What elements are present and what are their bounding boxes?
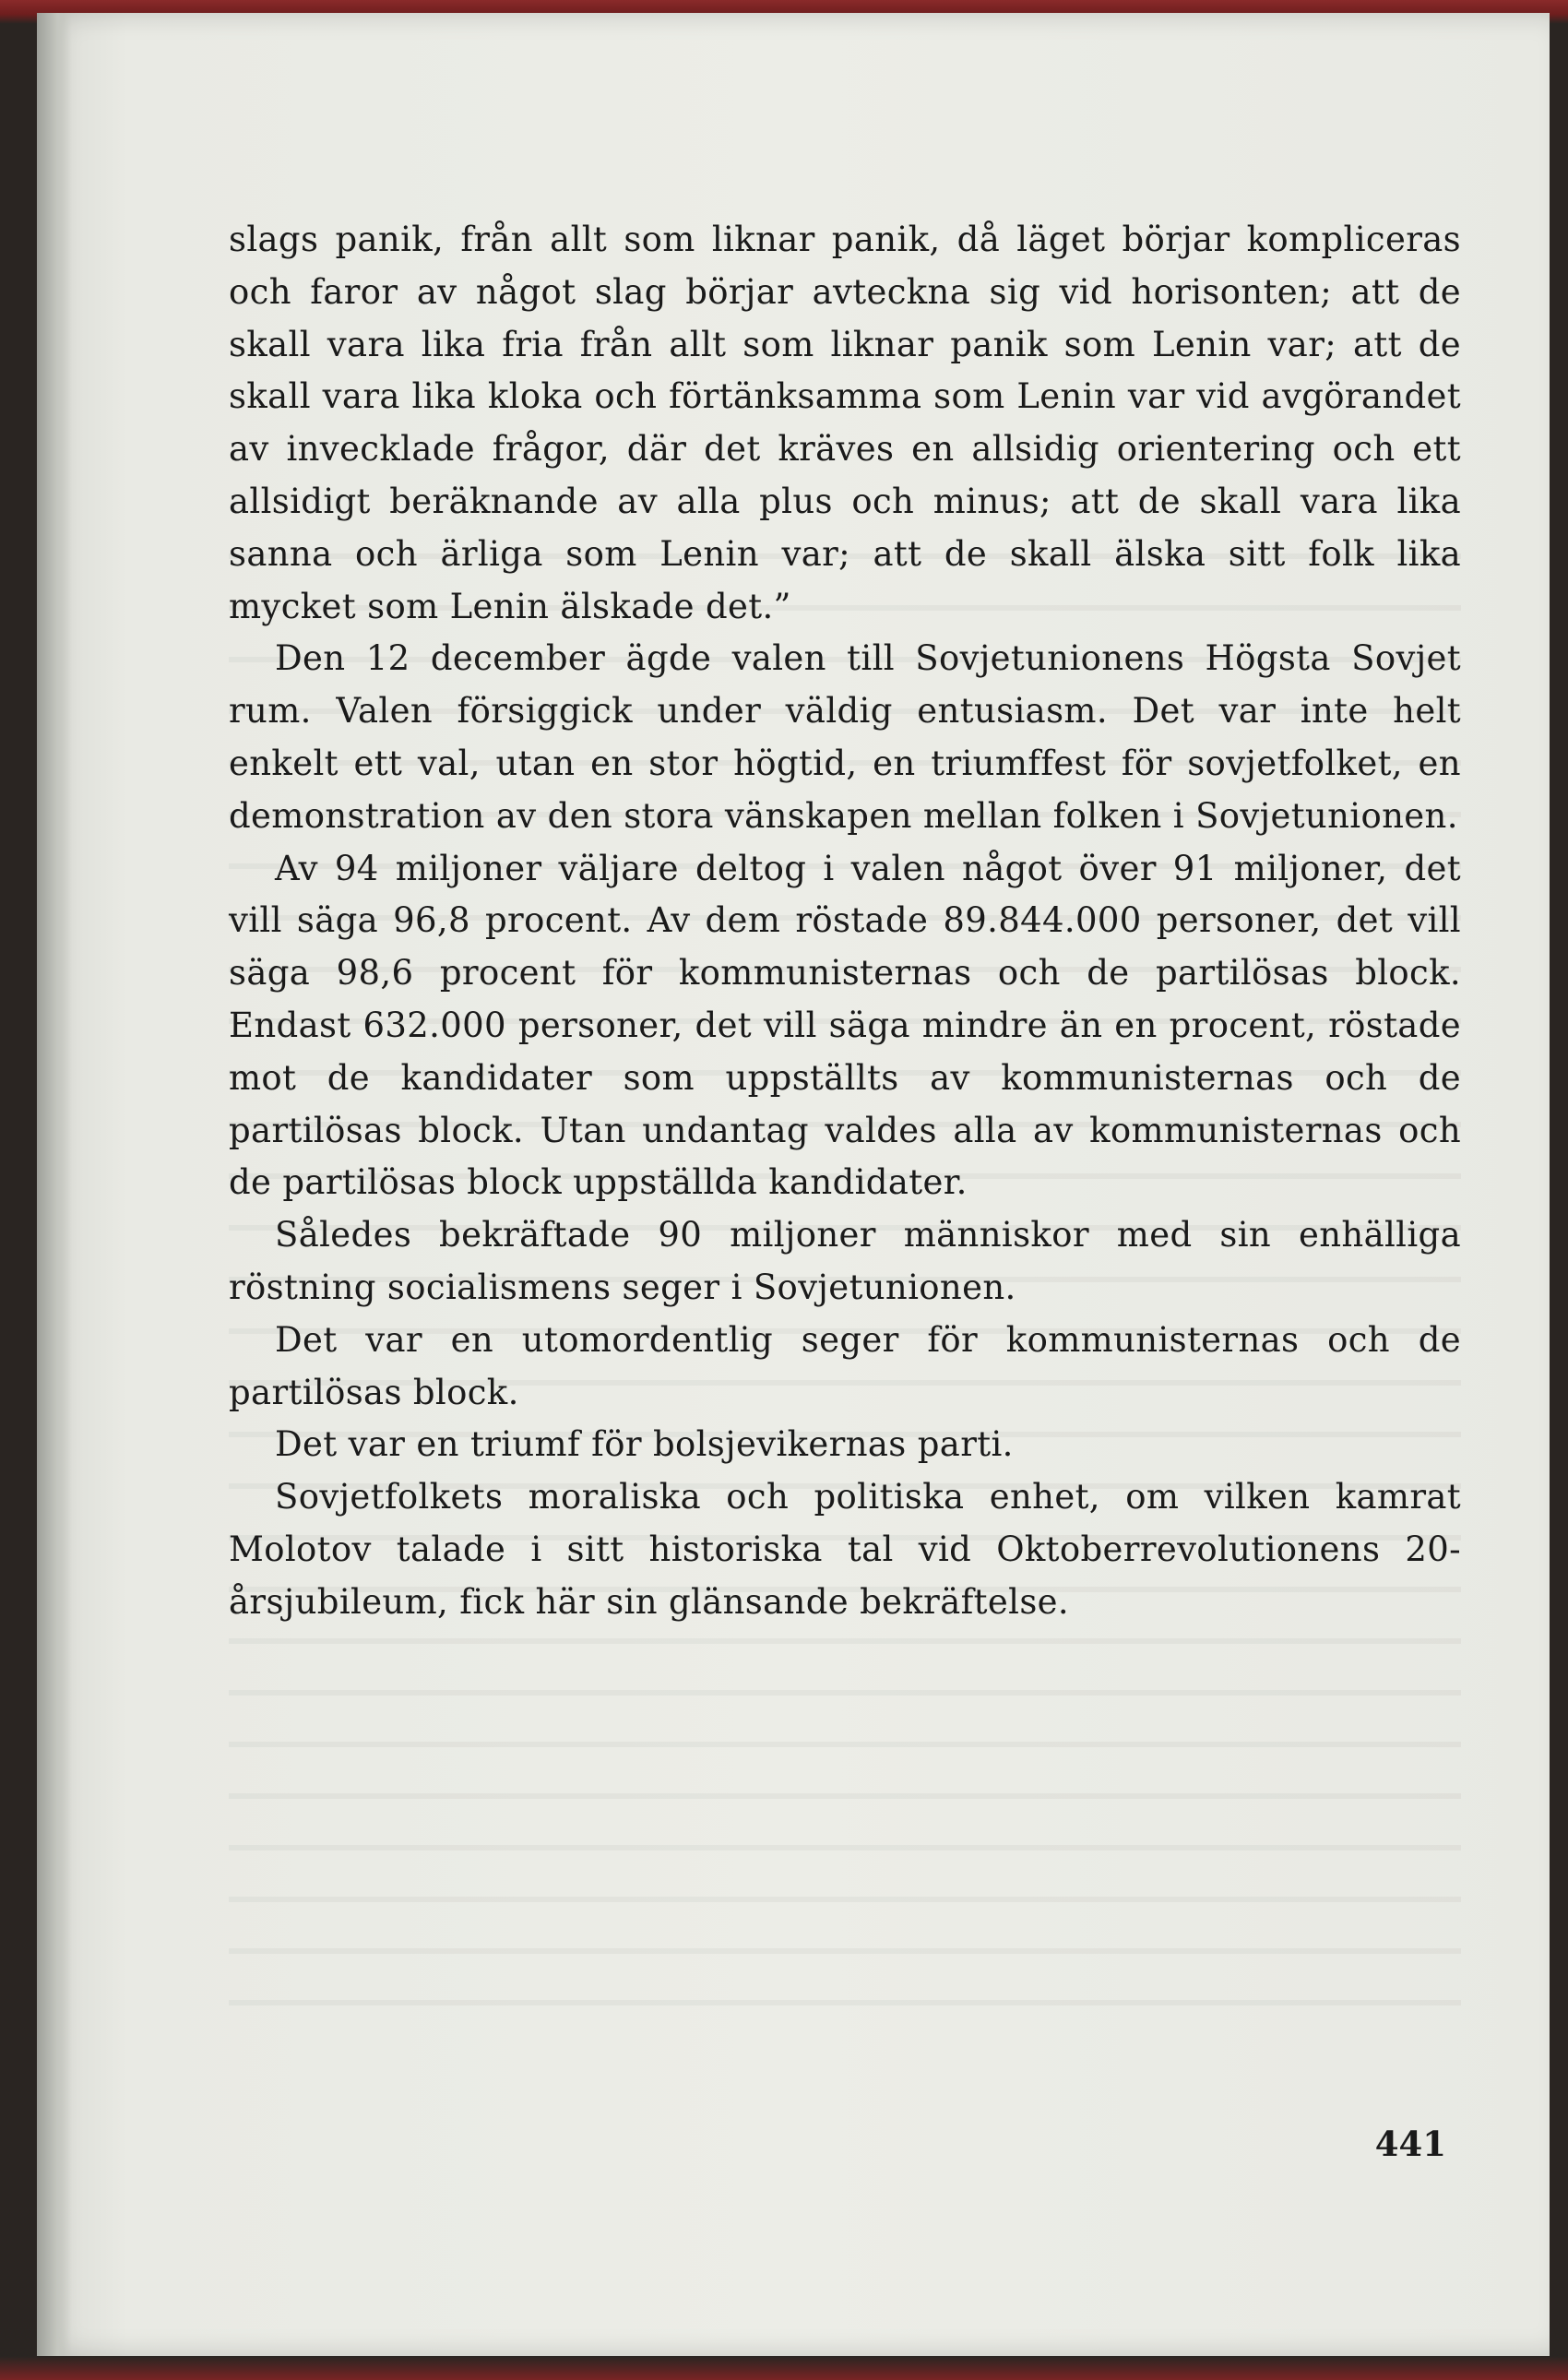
paragraph: Således bekräftade 90 miljoner människor med sin enhälliga röstning socialismens seger i Sovjetunionen. (229, 1215, 1461, 1307)
paragraph: Av 94 miljoner väljare deltog i valen något över 91 miljoner, det vill säga 96,8 procent. Av dem röstade 89.844.000 personer, det vill säga 98,6 procent för kommunisternas och de partilösas block. Endast 632.000 personer, det vill säga mindre än en procent, röstade mot de kandidater som uppställts av kommunisternas och de partilösas block. Utan undantag valdes alla av kommunisternas och de partilösas block uppställda kandidater. (229, 848, 1461, 1203)
body-text (229, 214, 1461, 1629)
page-gutter (37, 13, 72, 2356)
paragraph: Det var en utomordentlig seger för kommunisternas och de partilösas block. (229, 1319, 1461, 1412)
page-number: 441 (1374, 2124, 1446, 2164)
paragraph: Det var en triumf för bolsjevikernas parti. (275, 1424, 1014, 1465)
paragraph: Den 12 december ägde valen till Sovjetunionens Högsta Sovjet rum. Valen försiggick under väldig entusiasm. Det var inte helt enkelt ett val, utan en stor högtid, en triumffest för sovjetfolket, en demonstration av den stora vänskapen mellan folken i Sovjetunionen. (229, 638, 1461, 836)
paragraph: Sovjetfolkets moraliska och politiska enhet, om vilken kamrat Molotov talade i sitt historiska tal vid Oktoberrevolutionens 20-årsjubileum, fick här sin glänsande bekräftelse. (229, 1477, 1461, 1622)
paragraph: slags panik, från allt som liknar panik, då läget börjar kompliceras och faror av något slag börjar avteckna sig vid horisonten; att de skall vara lika fria från allt som liknar panik som Lenin var; att de skall vara lika kloka och förtänksamma som Lenin var vid avgörandet av invecklade frågor, där det kräves en allsidig orientering och ett allsidigt beräknande av alla plus och minus; att de skall vara lika sanna och ärliga som Lenin var; att de skall älska sitt folk lika mycket som Lenin älskade det.” (229, 220, 1461, 626)
